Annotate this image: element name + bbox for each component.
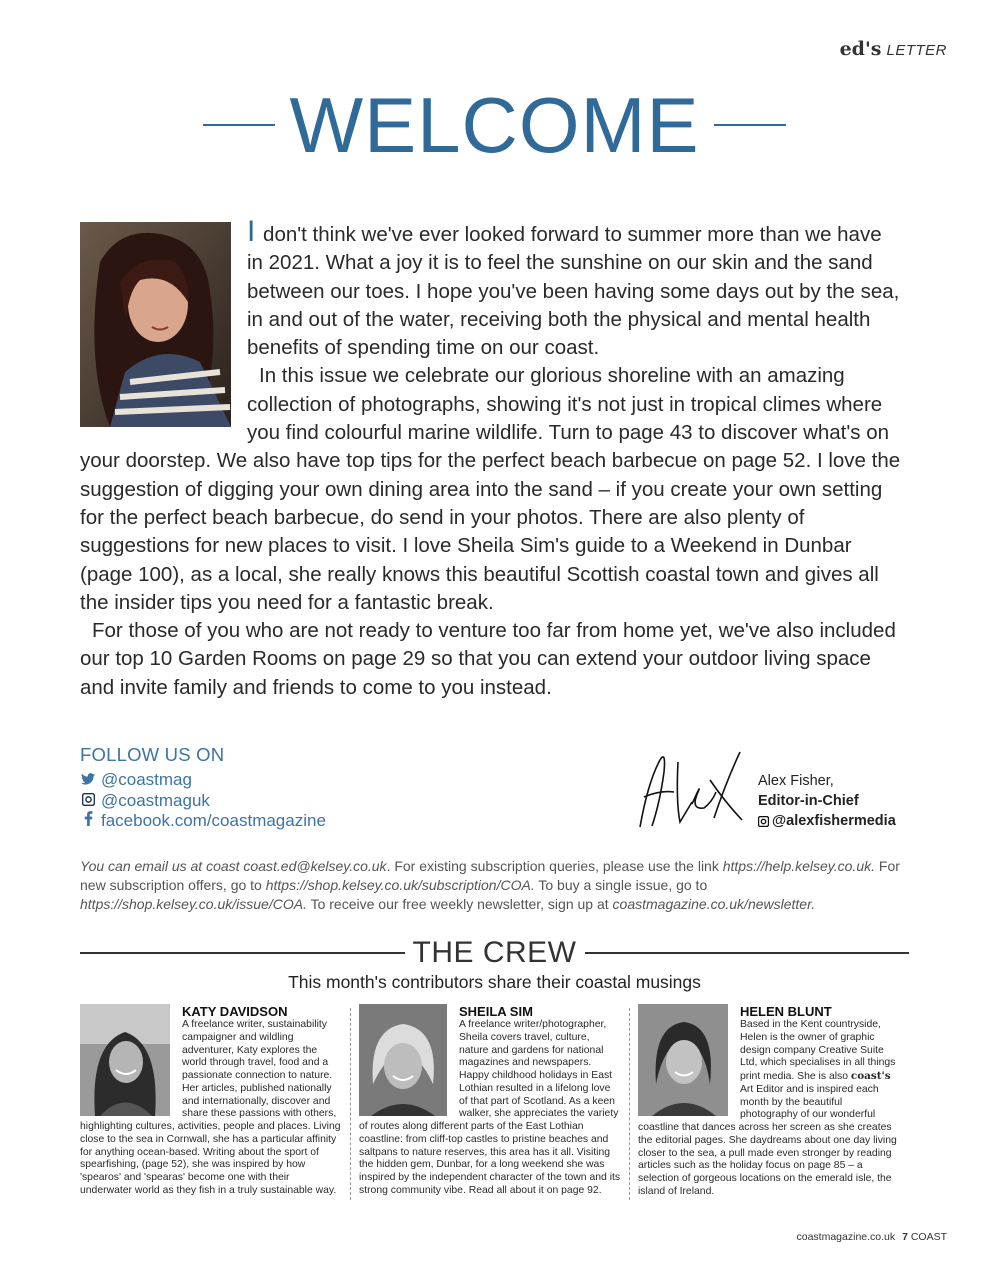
contact-text-3: To buy a single issue, go to	[534, 877, 708, 893]
title-rule-right	[714, 124, 786, 126]
social-instagram[interactable]	[80, 791, 326, 812]
editor-role: Editor-in-Chief	[758, 793, 859, 809]
crew-bio-part: Art Editor and is inspired each month by the beautiful photography of our wonderful coastline that dances across her screen as she creates the editorial pages. She daydreams about one day living closer to the sea, a pull made even stronger by reading articles such as the holiday focus on page 85 – a selection of gorgeous locations on the emerald isle, the island of Ireland.	[638, 1083, 897, 1197]
editor-info	[758, 771, 896, 831]
crew-title: THE CREW	[412, 936, 577, 969]
contact-info	[80, 857, 910, 914]
help-link[interactable]: https://help.kelsey.co.uk.	[722, 858, 875, 874]
social-facebook[interactable]	[80, 811, 326, 832]
page-footer	[797, 1231, 948, 1243]
editor-handle-row[interactable]	[758, 811, 896, 831]
coast-brand-text: coast's	[850, 1070, 891, 1082]
helen-photo	[638, 1004, 728, 1116]
instagram-handle: @coastmaguk	[101, 790, 210, 810]
crew-name: KATY DAVIDSON	[182, 1004, 288, 1019]
follow-heading: FOLLOW US ON	[80, 744, 225, 765]
page-number: 7	[902, 1231, 908, 1243]
footer-site: coastmagazine.co.uk	[796, 1231, 896, 1243]
katy-photo	[80, 1004, 170, 1116]
social-twitter[interactable]	[80, 770, 326, 791]
twitter-handle: @coastmag	[101, 770, 192, 789]
letter-paragraph-1-text: don't think we've ever looked forward to summer more than we have in 2021. What a joy it is to feel the sunshine on our skin and the sand between our toes. I hope you've been having some days out by the sea, in and out of the water, receiving both the physical and mental health benefits of spending time on our coast.	[247, 223, 900, 360]
crew-subtitle: This month's contributors share their coastal musings	[288, 972, 701, 992]
twitter-icon	[80, 770, 96, 791]
section-label-italic: LETTER	[886, 42, 947, 59]
crew-bio: A freelance writer, sustainability campaigner and wildling adventurer, Katy explores the world through travel, food and a passionate connection to nature. Her articles, published nationally and internationally, discover and share these passions with others, highlighting cultures, activities, people and places. Living close to the sea in Cornwall, she has a particular affinity for anything ocean-based. Writing about the sport of spearfishing, (page 52), she was inspired by how 'spearos' and 'spearas' become one with their underwater world as they fish in a truly sustainable way.	[80, 1019, 341, 1196]
editor-signature	[630, 742, 750, 832]
crew-bio: A freelance writer/photographer, Sheila covers travel, culture, nature and gardens for national magazines and newspapers. Happy childhood holidays in East Lothian resulted in a lifelong love of that part of Scotland. As a keen walker, she appreciates the variety of routes along different parts of the East Lothian coastline: from cliff-top castles to pristine beaches and saltpans to nature reserves, this area has it all. Visiting the hidden gem, Dunbar, for a long weekend she was inspired by the independent character of the town and its strong community vibe. Read all about it on page 92.	[359, 1019, 621, 1196]
crew-member-katy	[80, 1004, 341, 1198]
column-divider	[350, 1008, 351, 1200]
follow-us-block	[80, 744, 326, 832]
editor-handle: @alexfishermedia	[772, 813, 896, 829]
subscription-link[interactable]: https://shop.kelsey.co.uk/subscription/COA.	[265, 877, 535, 893]
drop-cap: I	[247, 215, 256, 248]
crew-member-helen	[638, 1004, 900, 1199]
contact-text-4: To receive our free weekly newsletter, sign up at	[306, 896, 613, 912]
facebook-icon	[80, 811, 96, 832]
portrait-wrap-spacer	[80, 218, 247, 442]
newsletter-link[interactable]: coastmagazine.co.uk/newsletter.	[612, 896, 816, 912]
title-row	[0, 80, 989, 170]
letter-paragraph-2: In this issue we celebrate our glorious shoreline with an amazing collection of photographs, showing it's not just in tropical climes where you find colourful marine wildlife. Turn to page 43 to discover what's on your doorstep. We also have top tips for the perfect beach barbecue on page 52. I love the suggestion of digging your own dining area into the sand – if you create your own setting for the perfect beach barbecue, do send in your photos. There are also plenty of suggestions for new places to visit. I love Sheila Sim's guide to a Weekend in Dunbar (page 100), as a local, she really knows this beautiful Scottish coastal town and gives all the insider tips you need for a fantastic break.	[80, 364, 901, 614]
letter-paragraph-3: For those of you who are not ready to venture too far from home yet, we've also included our top 10 Garden Rooms on page 29 so that you can extend your outdoor living space and invite family and friends to come to you instead.	[80, 619, 896, 699]
footer-magazine: COAST	[910, 1231, 947, 1243]
crew-member-sheila	[359, 1004, 621, 1198]
column-divider	[629, 1008, 630, 1200]
title-rule-left	[203, 124, 275, 126]
letter-body	[80, 215, 902, 702]
section-label-bold: ed's	[839, 38, 882, 60]
instagram-icon	[80, 791, 96, 812]
crew-name: HELEN BLUNT	[740, 1004, 832, 1019]
crew-name: SHEILA SIM	[459, 1004, 533, 1019]
instagram-icon	[758, 816, 769, 827]
crew-title-row	[80, 935, 909, 971]
contact-email-text[interactable]: You can email us at coast coast.ed@kelsey.co.uk	[80, 858, 387, 874]
contact-text-2: For new subscription offers, go to	[80, 858, 900, 893]
facebook-url: facebook.com/coastmagazine	[101, 811, 326, 830]
crew-rule-left	[80, 952, 405, 954]
crew-bio-part: Based in the Kent countryside, Helen is the owner of graphic design company Creative Suite Ltd, which specialises in all things print media. She is also	[740, 1019, 896, 1082]
section-label	[840, 38, 947, 60]
crew-rule-right	[585, 952, 910, 954]
sheila-photo	[359, 1004, 447, 1116]
contact-text-1: . For existing subscription queries, please use the link	[386, 858, 723, 874]
page-title: WELCOME	[289, 81, 700, 169]
editor-name: Alex Fisher,	[758, 773, 834, 789]
issue-link[interactable]: https://shop.kelsey.co.uk/issue/COA.	[80, 896, 307, 912]
